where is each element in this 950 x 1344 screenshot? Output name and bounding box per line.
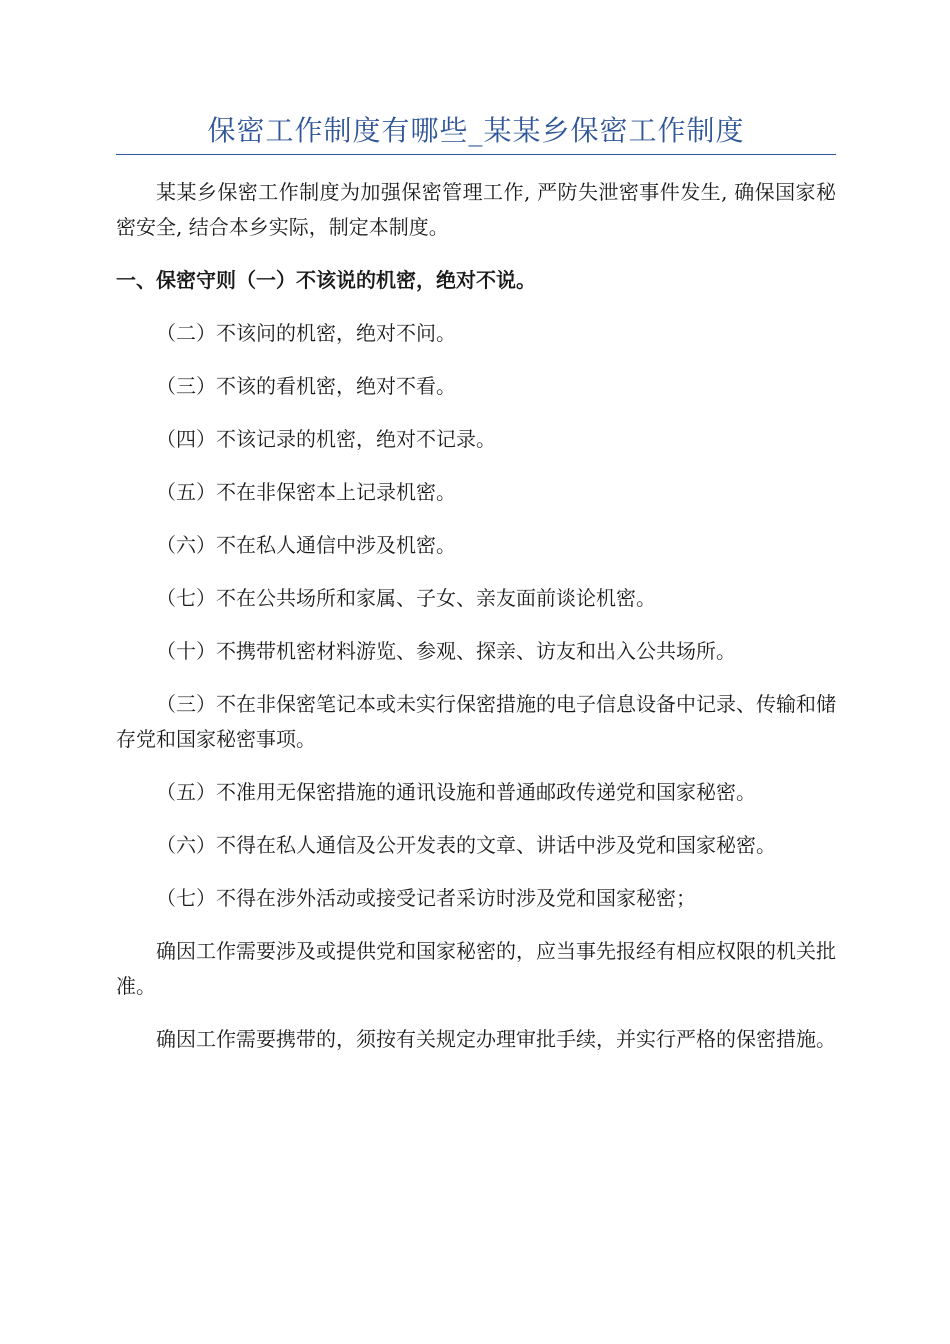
document-title: 保密工作制度有哪些_某某乡保密工作制度 [207,114,745,147]
rule-item: （五）不在非保密本上记录机密。 [156,480,456,504]
title-block [116,112,836,155]
rule-item: （七）不在公共场所和家属、子女、亲友面前谈论机密。 [156,586,656,610]
rule-item: （三）不该的看机密，绝对不看。 [156,374,456,398]
rule-item: （六）不在私人通信中涉及机密。 [156,533,456,557]
document-body [116,175,836,1057]
rule-item: （二）不该问的机密，绝对不问。 [156,321,456,345]
rule-item: （五）不准用无保密措施的通讯设施和普通邮政传递党和国家秘密。 [156,780,756,804]
body-paragraph: 确因工作需要涉及或提供党和国家秘密的，应当事先报经有相应权限的机关批准。 [116,939,836,998]
rule-item: （十）不携带机密材料游览、参观、探亲、访友和出入公共场所。 [156,639,736,663]
rule-item: （四）不该记录的机密，绝对不记录。 [156,427,496,451]
intro-paragraph: 某某乡保密工作制度为加强保密管理工作, 严防失泄密事件发生, 确保国家秘密安全, 结合本乡实际，制定本制度。 [116,180,836,239]
rule-item: （三）不在非保密笔记本或未实行保密措施的电子信息设备中记录、传输和储存党和国家秘密事项。 [116,692,836,751]
rule-item: （六）不得在私人通信及公开发表的文章、讲话中涉及党和国家秘密。 [156,833,776,857]
body-paragraph: 确因工作需要携带的，须按有关规定办理审批手续，并实行严格的保密措施。 [156,1027,836,1051]
document-page [116,112,836,1075]
rule-item: （七）不得在涉外活动或接受记者采访时涉及党和国家秘密； [156,886,696,910]
section-heading: 一、保密守则（一）不该说的机密，绝对不说。 [116,268,536,292]
